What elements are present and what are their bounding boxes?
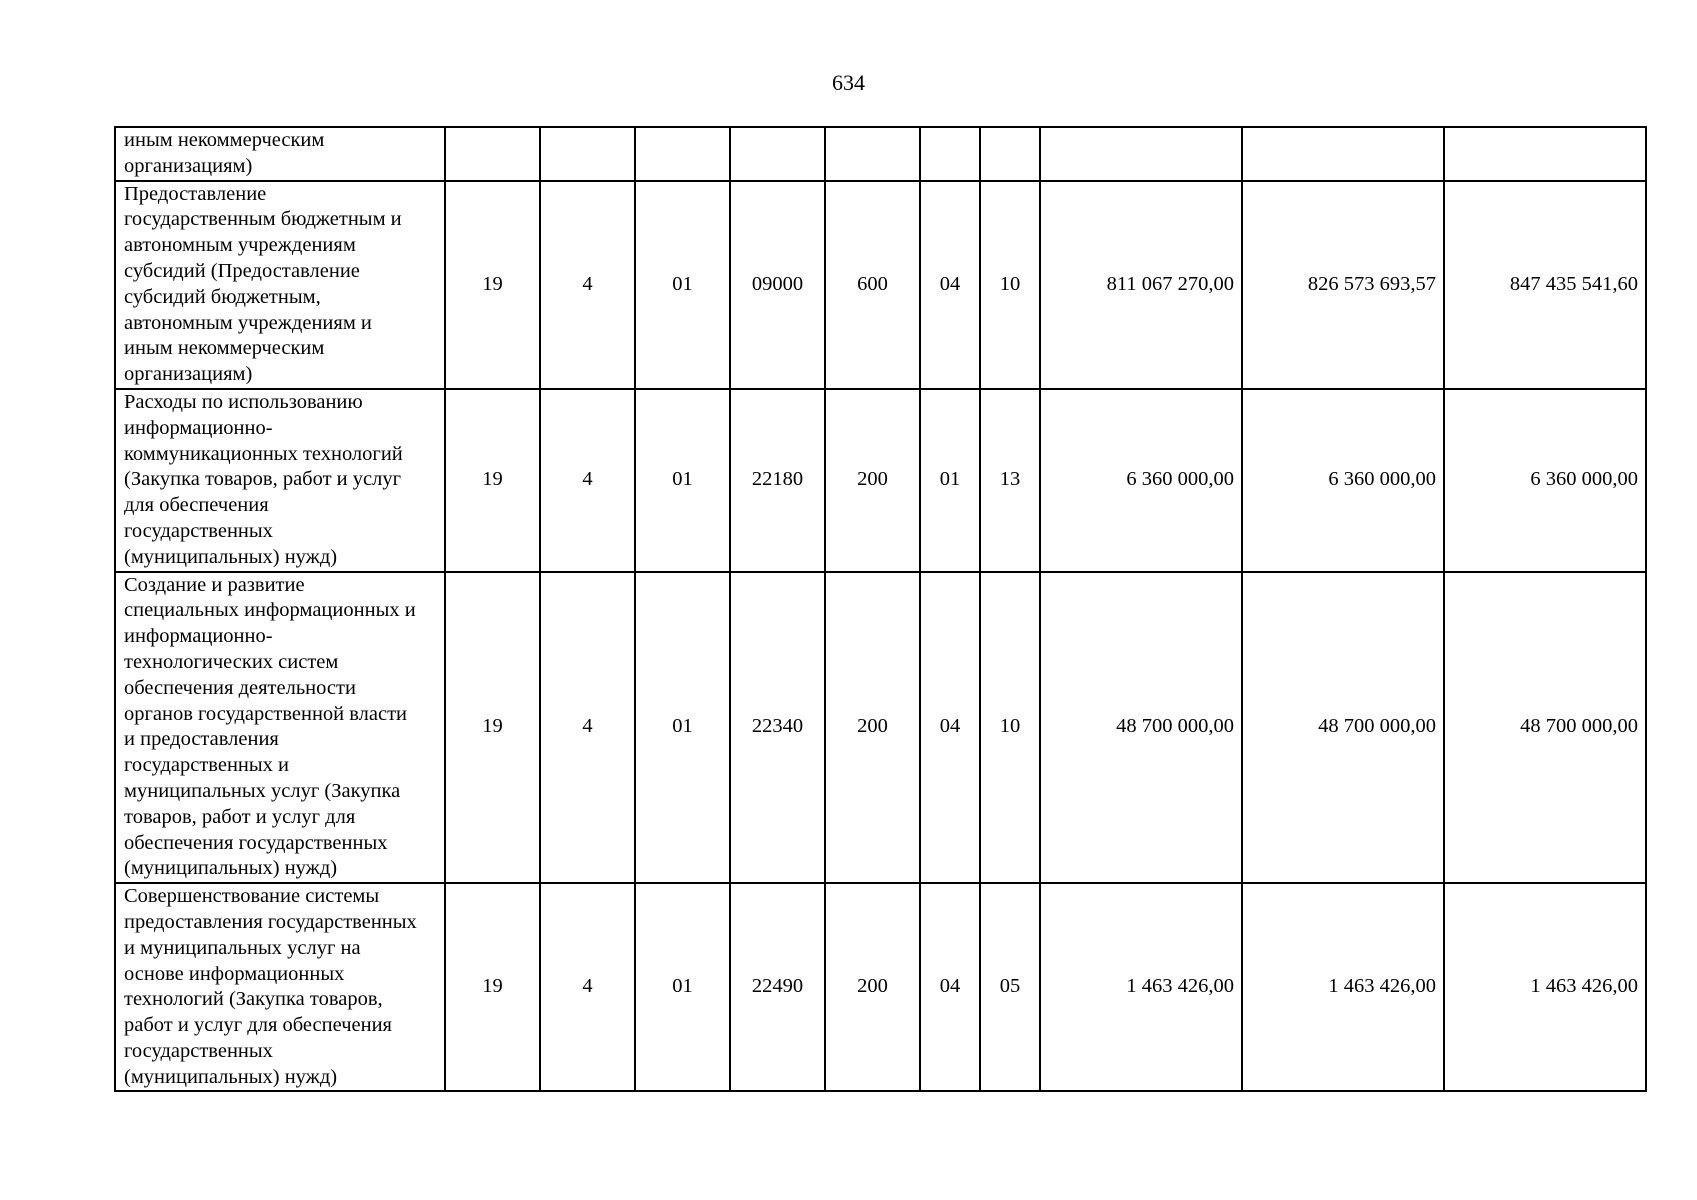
row-description: Совершенствование системы предоставления государственных и муниципальных услуг на основе информационных технологий (Закупка товаров, работ и услуг для обеспечения государственных (муниципальных) нужд) [115, 883, 445, 1091]
subsection-code: 13 [980, 389, 1040, 572]
direction-code: 22340 [730, 572, 825, 884]
direction-code: 22180 [730, 389, 825, 572]
subsection-code [980, 127, 1040, 181]
direction-code [730, 127, 825, 181]
section-code: 04 [920, 883, 980, 1091]
budget-table [114, 126, 1647, 1092]
table-row [115, 127, 1646, 181]
section-code: 04 [920, 572, 980, 884]
program-code: 19 [445, 181, 540, 389]
section-code: 04 [920, 181, 980, 389]
table-row [115, 572, 1646, 884]
subsection-code: 05 [980, 883, 1040, 1091]
amount-year-2: 826 573 693,57 [1242, 181, 1444, 389]
row-description: иным некоммерческим организациям) [115, 127, 445, 181]
main-activity-code: 01 [635, 389, 730, 572]
subprogram-code: 4 [540, 389, 635, 572]
amount-year-3: 847 435 541,60 [1444, 181, 1646, 389]
amount-year-3: 1 463 426,00 [1444, 883, 1646, 1091]
section-code: 01 [920, 389, 980, 572]
program-code: 19 [445, 572, 540, 884]
main-activity-code: 01 [635, 883, 730, 1091]
expense-type-code: 200 [825, 572, 920, 884]
program-code: 19 [445, 389, 540, 572]
amount-year-3: 6 360 000,00 [1444, 389, 1646, 572]
amount-year-2: 48 700 000,00 [1242, 572, 1444, 884]
amount-year-2: 6 360 000,00 [1242, 389, 1444, 572]
amount-year-2: 1 463 426,00 [1242, 883, 1444, 1091]
row-description: Расходы по использованию информационно- коммуникационных технологий (Закупка товаров, работ и услуг для обеспечения государственных (муниципальных) нужд) [115, 389, 445, 572]
program-code [445, 127, 540, 181]
direction-code: 22490 [730, 883, 825, 1091]
subprogram-code: 4 [540, 572, 635, 884]
section-code [920, 127, 980, 181]
subprogram-code [540, 127, 635, 181]
expense-type-code: 200 [825, 389, 920, 572]
program-code: 19 [445, 883, 540, 1091]
amount-year-3: 48 700 000,00 [1444, 572, 1646, 884]
amount-year-1 [1040, 127, 1242, 181]
direction-code: 09000 [730, 181, 825, 389]
amount-year-1: 1 463 426,00 [1040, 883, 1242, 1091]
expense-type-code: 200 [825, 883, 920, 1091]
subsection-code: 10 [980, 181, 1040, 389]
subprogram-code: 4 [540, 883, 635, 1091]
table-row [115, 883, 1646, 1091]
page-number: 634 [832, 70, 865, 95]
main-activity-code: 01 [635, 181, 730, 389]
subprogram-code: 4 [540, 181, 635, 389]
main-activity-code [635, 127, 730, 181]
row-description: Создание и развитие специальных информационных и информационно- технологических систем обеспечения деятельности органов государственной власти и предоставления государственных и муниципальных услуг (Закупка товаров, работ и услуг для обеспечения государственных (муниципальных) нужд) [115, 572, 445, 884]
row-description: Предоставление государственным бюджетным и автономным учреждениям субсидий (Предоставление субсидий бюджетным, автономным учреждениям и иным некоммерческим организациям) [115, 181, 445, 389]
amount-year-3 [1444, 127, 1646, 181]
amount-year-1: 811 067 270,00 [1040, 181, 1242, 389]
table-row [115, 181, 1646, 389]
main-activity-code: 01 [635, 572, 730, 884]
table-row [115, 389, 1646, 572]
amount-year-2 [1242, 127, 1444, 181]
subsection-code: 10 [980, 572, 1040, 884]
expense-type-code [825, 127, 920, 181]
amount-year-1: 48 700 000,00 [1040, 572, 1242, 884]
amount-year-1: 6 360 000,00 [1040, 389, 1242, 572]
expense-type-code: 600 [825, 181, 920, 389]
